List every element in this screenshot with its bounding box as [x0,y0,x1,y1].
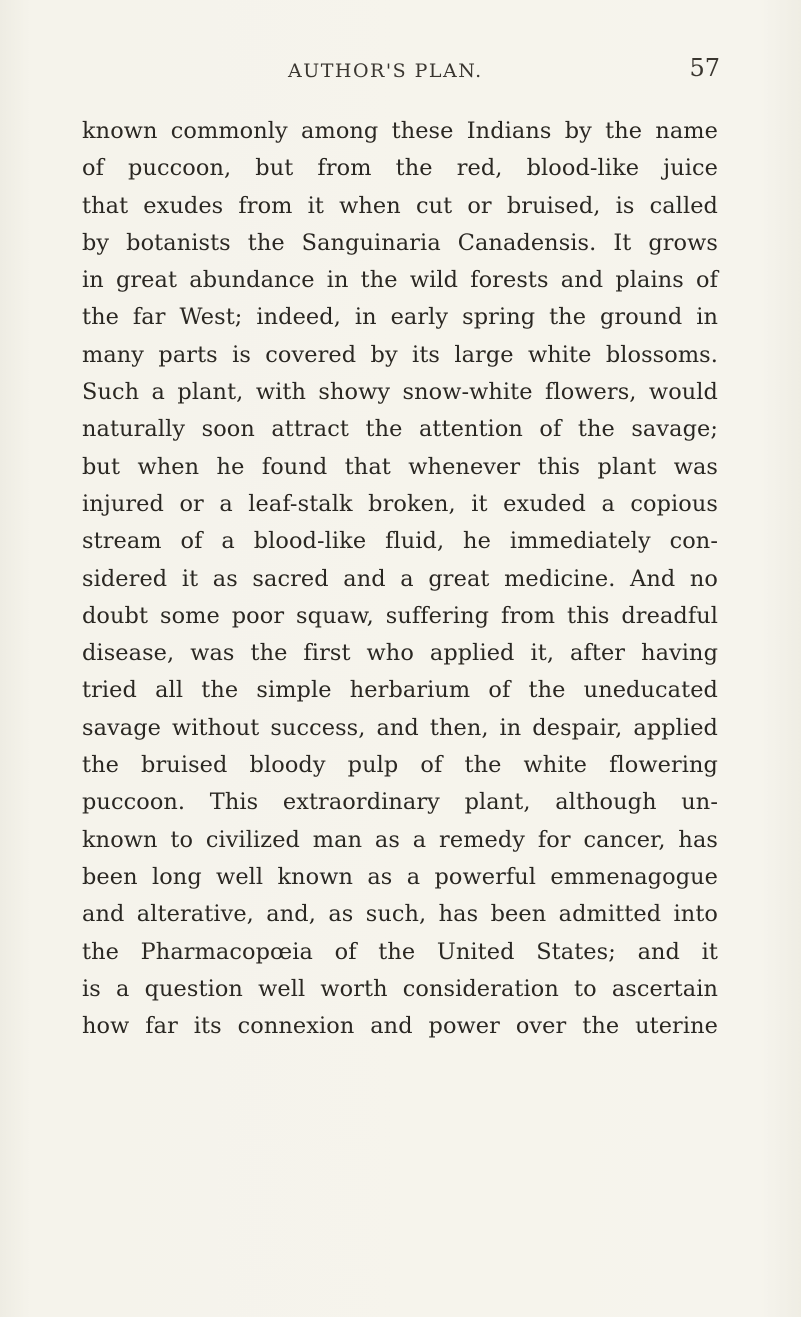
text-line: puccoon. This extraordinary plant, although un- [82,789,718,816]
running-head [78,54,720,90]
text-line: naturally soon attract the attention of the savage; [82,416,718,443]
text-line: tried all the simple herbarium of the uneducated [82,677,718,704]
text-line: sidered it as sacred and a great medicine. And no [82,565,718,592]
text-line: stream of a blood-like fluid, he immediately con- [82,528,718,555]
text-line: and alterative, and, as such, has been admitted into [82,901,718,928]
text-line: doubt some poor squaw, suffering from this dreadful [82,602,718,629]
page-number: 57 [689,54,720,82]
text-line: that exudes from it when cut or bruised, is called [82,192,718,219]
text-line: of puccoon, but from the red, blood-like juice [82,155,718,182]
text-line: how far its connexion and power over the uterine [82,1013,718,1040]
text-line: the Pharmacopœia of the United States; and it [82,938,718,965]
text-line: is a question well worth consideration to ascertain [82,975,718,1002]
text-line: by botanists the Sanguinaria Canadensis. It grows [82,229,718,256]
text-line: the bruised bloody pulp of the white flowering [82,752,718,779]
text-line: disease, was the first who applied it, after having [82,640,718,667]
running-title: AUTHOR'S PLAN. [288,60,483,82]
text-line: injured or a leaf-stalk broken, it exuded a copious [82,490,718,517]
text-line: Such a plant, with showy snow-white flowers, would [82,379,718,406]
text-line: been long well known as a powerful emmenagogue [82,863,718,890]
text-line: savage without success, and then, in despair, applied [82,714,718,741]
text-line: many parts is covered by its large white blossoms. [82,341,718,368]
text-line: the far West; indeed, in early spring the ground in [82,304,718,331]
text-line: known commonly among these Indians by the name [82,118,718,144]
text-line: but when he found that whenever this plant was [82,453,718,480]
body-text [82,113,718,1045]
text-line: known to civilized man as a remedy for cancer, has [82,826,718,853]
text-line: in great abundance in the wild forests and plains of [82,267,718,294]
